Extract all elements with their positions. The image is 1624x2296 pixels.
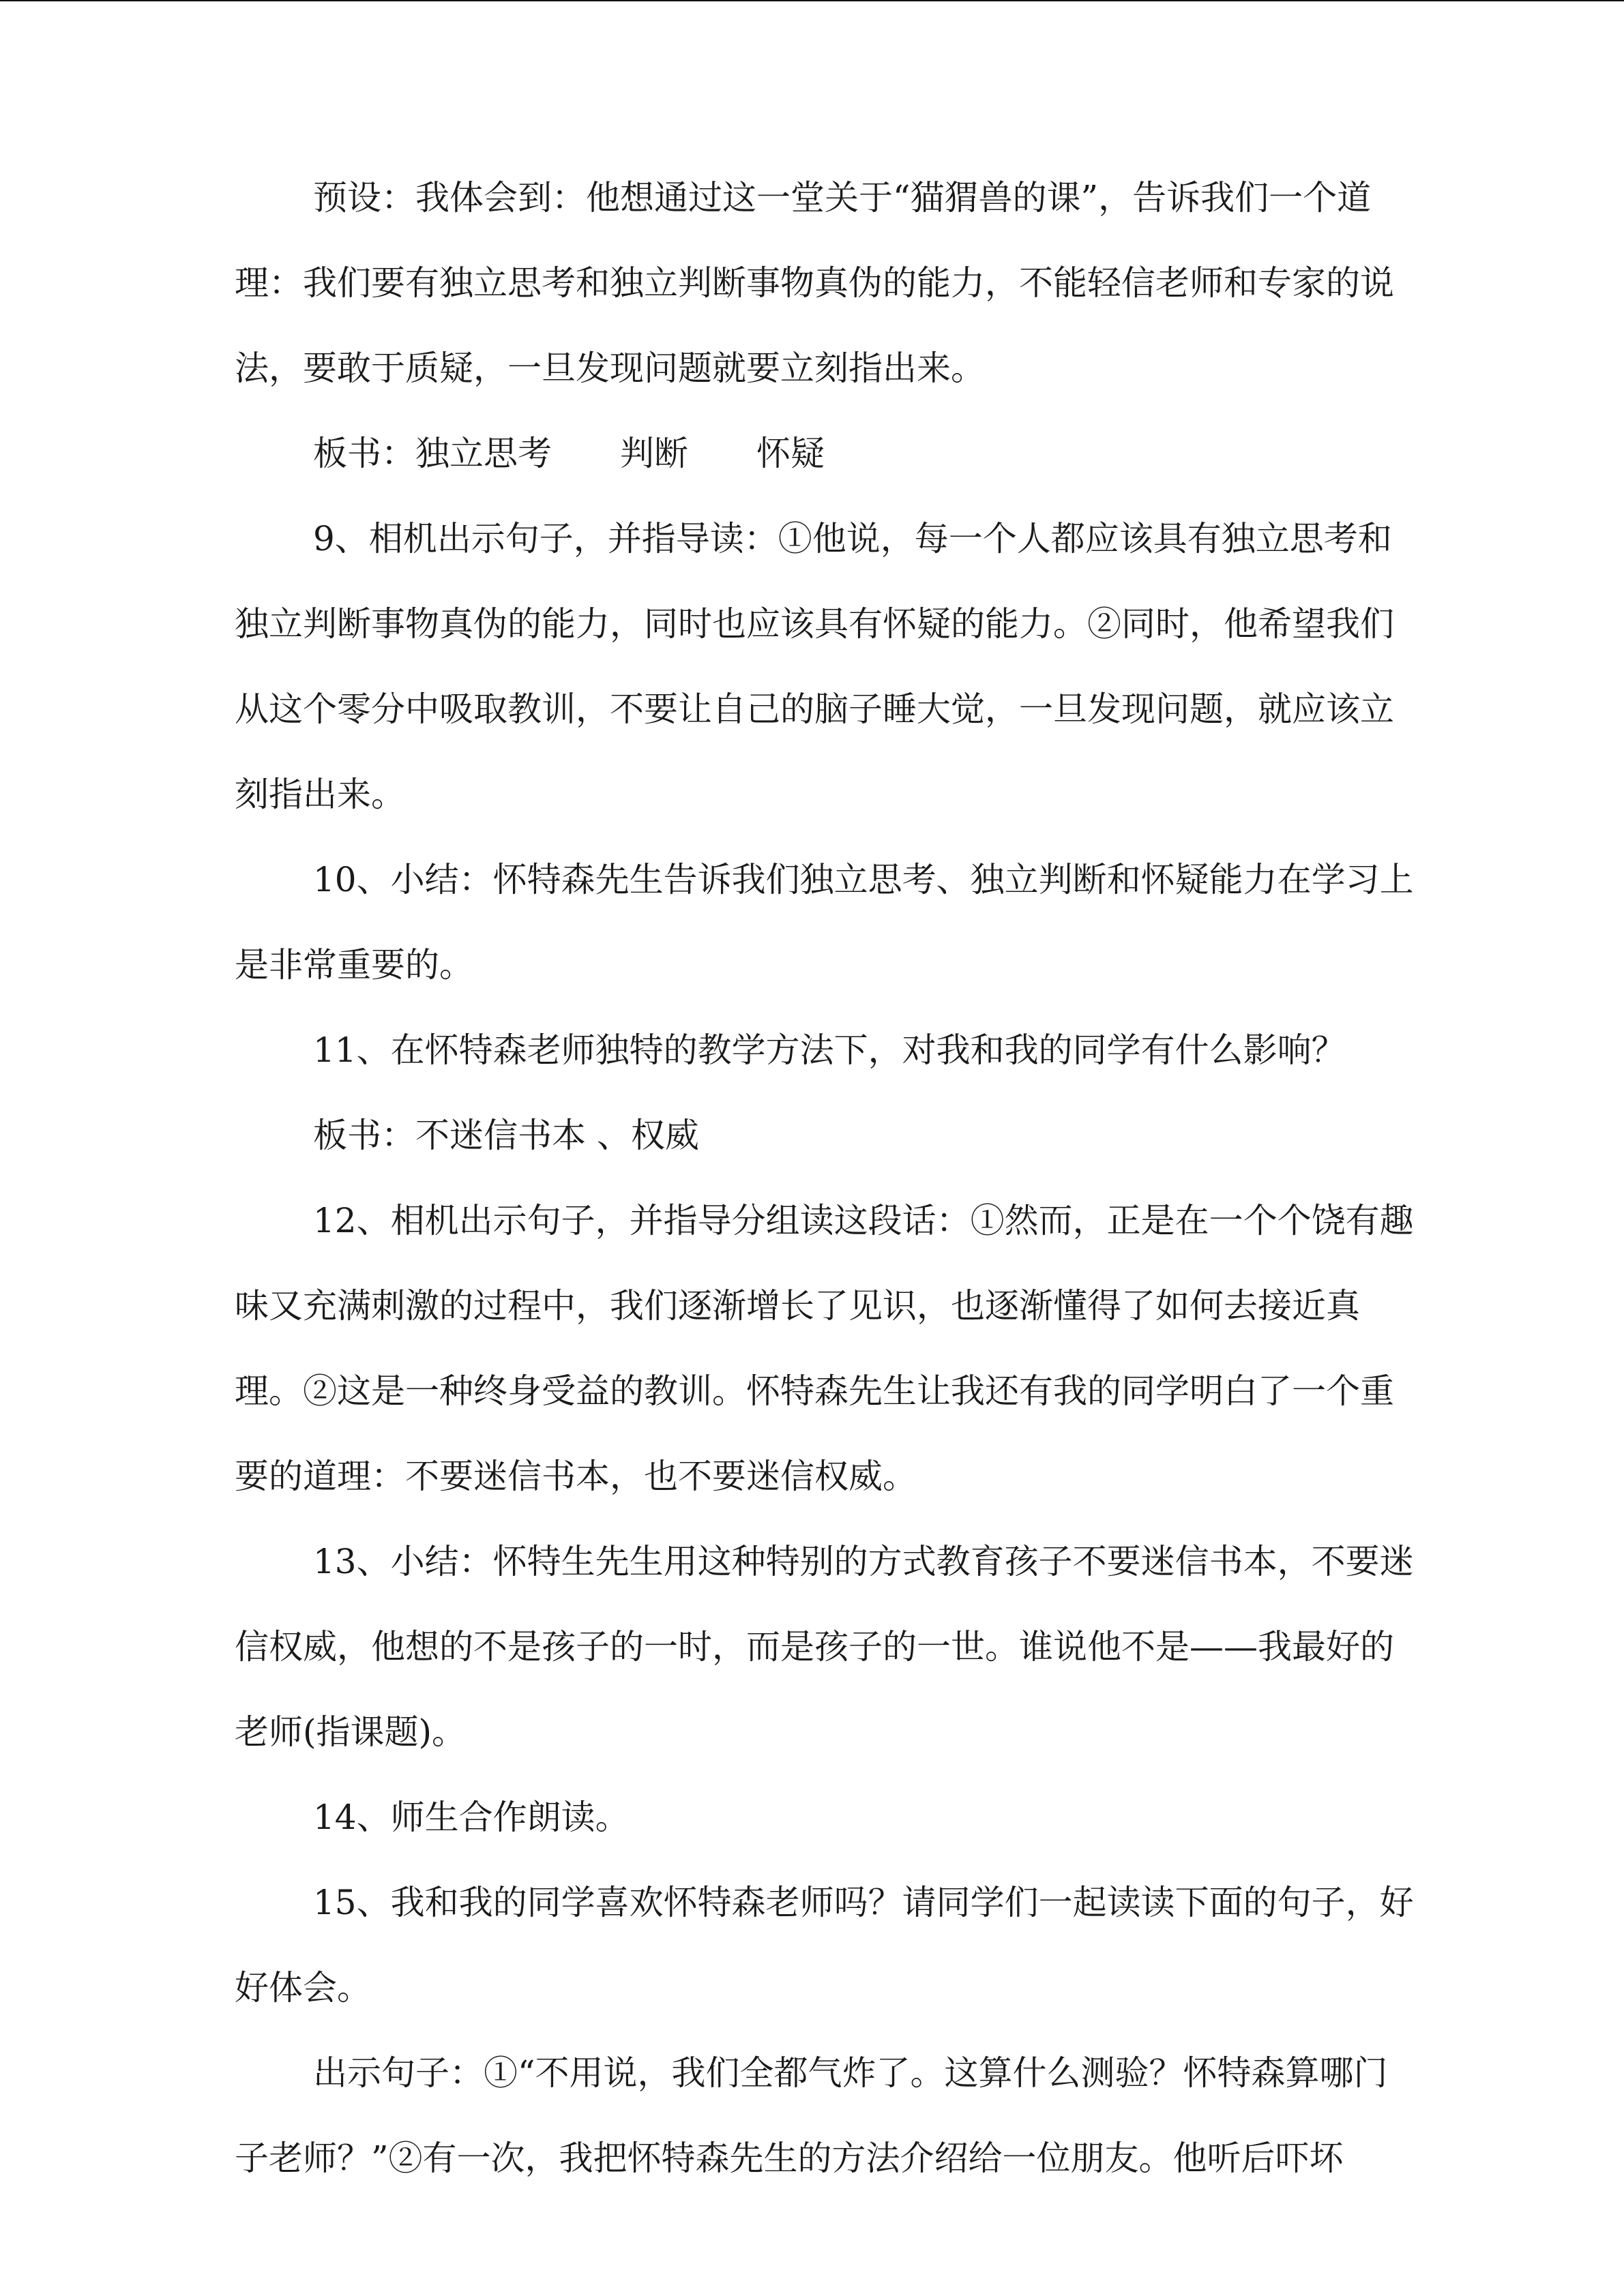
text-line: 理。②这是一种终身受益的教训。怀特森先生让我还有我的同学明白了一个重 bbox=[235, 1371, 1394, 1411]
paragraph-blackboard-1 bbox=[156, 411, 1468, 496]
text-line: 要的道理：不要迷信书本，也不要迷信权威。 bbox=[235, 1457, 917, 1496]
text-line: 味又充满刺激的过程中，我们逐渐增长了见识，也逐渐懂得了如何去接近真 bbox=[235, 1286, 1360, 1326]
text-line: 出示句子：①“不用说，我们全都气炸了。这算什么测验？怀特森算哪门 bbox=[313, 2053, 1388, 2093]
text-line: 是非常重要的。 bbox=[235, 945, 473, 985]
text-line: 好体会。 bbox=[235, 1968, 371, 2008]
text-line: 9、相机出示句子，并指导读：①他说，每一个人都应该具有独立思考和 bbox=[313, 519, 1392, 558]
text-line: 从这个零分中吸取教训，不要让自己的脑子睡大觉，一旦发现问题，就应该立 bbox=[235, 689, 1394, 729]
paragraph-item-9 bbox=[156, 496, 1468, 837]
paragraph-item-12 bbox=[156, 1178, 1468, 1519]
text-line: 子老师？”②有一次，我把怀特森先生的方法介绍给一位朋友。他听后吓坏 bbox=[235, 2138, 1344, 2178]
text-line: 刻指出来。 bbox=[235, 775, 405, 814]
paragraph-item-14 bbox=[156, 1775, 1468, 1860]
text-line: 15、我和我的同学喜欢怀特森老师吗？请同学们一起读读下面的句子，好 bbox=[313, 1883, 1414, 1922]
text-line: 预设：我体会到：他想通过这一堂关于“猫猬兽的课”，告诉我们一个道 bbox=[313, 178, 1372, 218]
text-line: 理：我们要有独立思考和独立判断事物真伪的能力，不能轻信老师和专家的说 bbox=[235, 263, 1394, 303]
text-line: 11、在怀特森老师独特的教学方法下，对我和我的同学有什么影响？ bbox=[313, 1030, 1346, 1070]
text-line: 法，要敢于质疑，一旦发现问题就要立刻指出来。 bbox=[235, 348, 985, 388]
text-line: 独立判断事物真伪的能力，同时也应该具有怀疑的能力。②同时，他希望我们 bbox=[235, 604, 1394, 644]
text-line: 板书：独立思考 判断 怀疑 bbox=[313, 434, 825, 473]
paragraph-item-10 bbox=[156, 837, 1468, 1008]
paragraph-blackboard-2 bbox=[156, 1093, 1468, 1178]
paragraph-item-11 bbox=[156, 1008, 1468, 1093]
text-line: 10、小结：怀特森先生告诉我们独立思考、独立判断和怀疑能力在学习上 bbox=[313, 860, 1414, 899]
paragraph-item-15 bbox=[156, 1860, 1468, 2031]
text-line: 板书：不迷信书本 、权威 bbox=[313, 1116, 699, 1155]
paragraph-preset bbox=[156, 155, 1468, 411]
text-line: 14、师生合作朗读。 bbox=[313, 1798, 630, 1837]
document-body bbox=[156, 155, 1468, 2201]
text-line: 13、小结：怀特生先生用这种特别的方式教育孩子不要迷信书本，不要迷 bbox=[313, 1542, 1414, 1581]
text-line: 12、相机出示句子，并指导分组读这段话：①然而，正是在一个个饶有趣 bbox=[313, 1201, 1414, 1240]
text-line: 信权威，他想的不是孩子的一时，而是孩子的一世。谁说他不是——我最好的 bbox=[235, 1627, 1394, 1667]
paragraph-item-13 bbox=[156, 1519, 1468, 1775]
paragraph-show-sentences bbox=[156, 2031, 1468, 2201]
text-line: 老师(指课题)。 bbox=[235, 1712, 467, 1752]
